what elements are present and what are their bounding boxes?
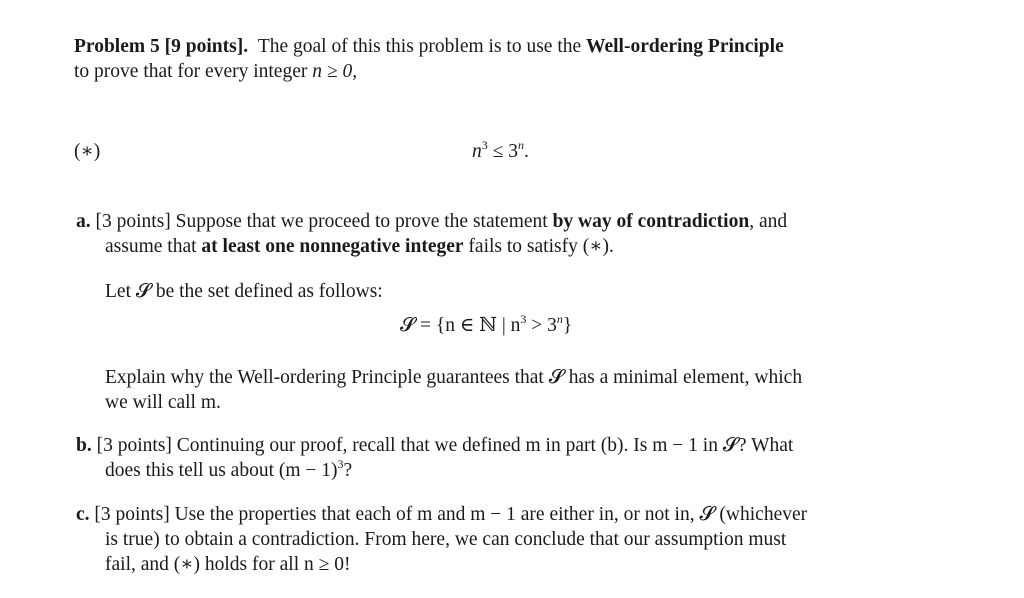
part-c-line-2: is true) to obtain a contradiction. From here, we can conclude that our assumption must — [105, 529, 787, 550]
problem-heading: Problem 5 — [74, 36, 160, 57]
part-c-label: c. — [76, 504, 90, 525]
part-b-line-2: does this tell us about $(m - 1)^3$? — [105, 457, 353, 481]
equation-tag: (∗) — [74, 141, 101, 162]
part-c-line-1 — [76, 503, 807, 527]
part-b-points: [3 points] — [96, 435, 172, 456]
set-intro: Let 𝓢 be the set defined as follows: — [105, 281, 383, 302]
problem-statement-line-1 — [74, 35, 949, 59]
part-b-line-1 — [76, 434, 793, 458]
well-ordering-principle-term: Well-ordering Principle — [586, 36, 784, 57]
problem-condition: n ≥ 0, — [312, 61, 358, 82]
problem-intro-line2: to prove that for every integer — [74, 61, 308, 82]
part-a-line-1: a. [3 points] Suppose that we proceed to prove the statement by way of contradiction, and — [76, 211, 788, 232]
part-c-line-3: fail, and (∗) holds for all n ≥ 0! — [105, 554, 351, 575]
part-b-text: Continuing our proof, recall that we defined m in part (b). Is m − 1 in 𝓢? What — [176, 435, 794, 456]
set-definition: 𝓢 = {n ∈ ℕ | $n^3 > 3^n$} — [400, 312, 573, 336]
by-contradiction-term: by way of contradiction — [552, 211, 750, 232]
problem-points: [9 points]. — [164, 36, 249, 57]
part-a-explain-line-1: Explain why the Well-ordering Principle guarantees that 𝓢 has a minimal element, which — [105, 367, 803, 388]
main-inequality: $n^3 \le 3^n$. — [472, 138, 529, 162]
nonnegative-integer-term: at least one nonnegative integer — [201, 236, 464, 257]
part-c-text: Use the properties that each of m and m − 1 are either in, or not in, 𝓢 (whichever — [174, 504, 808, 525]
part-a-text: Suppose that we proceed to prove the statement — [175, 211, 548, 232]
part-a-points: [3 points] — [95, 211, 171, 232]
part-a-explain-line-2: we will call m. — [105, 392, 221, 413]
part-c-points: [3 points] — [94, 504, 170, 525]
problem-intro: The goal of this this problem is to use the — [257, 36, 582, 57]
part-a-label: a. — [76, 211, 91, 232]
part-a-line-2: assume that at least one nonnegative integer fails to satisfy (∗). — [105, 236, 614, 257]
problem-statement-line-2 — [74, 60, 357, 84]
part-b-label: b. — [76, 435, 92, 456]
